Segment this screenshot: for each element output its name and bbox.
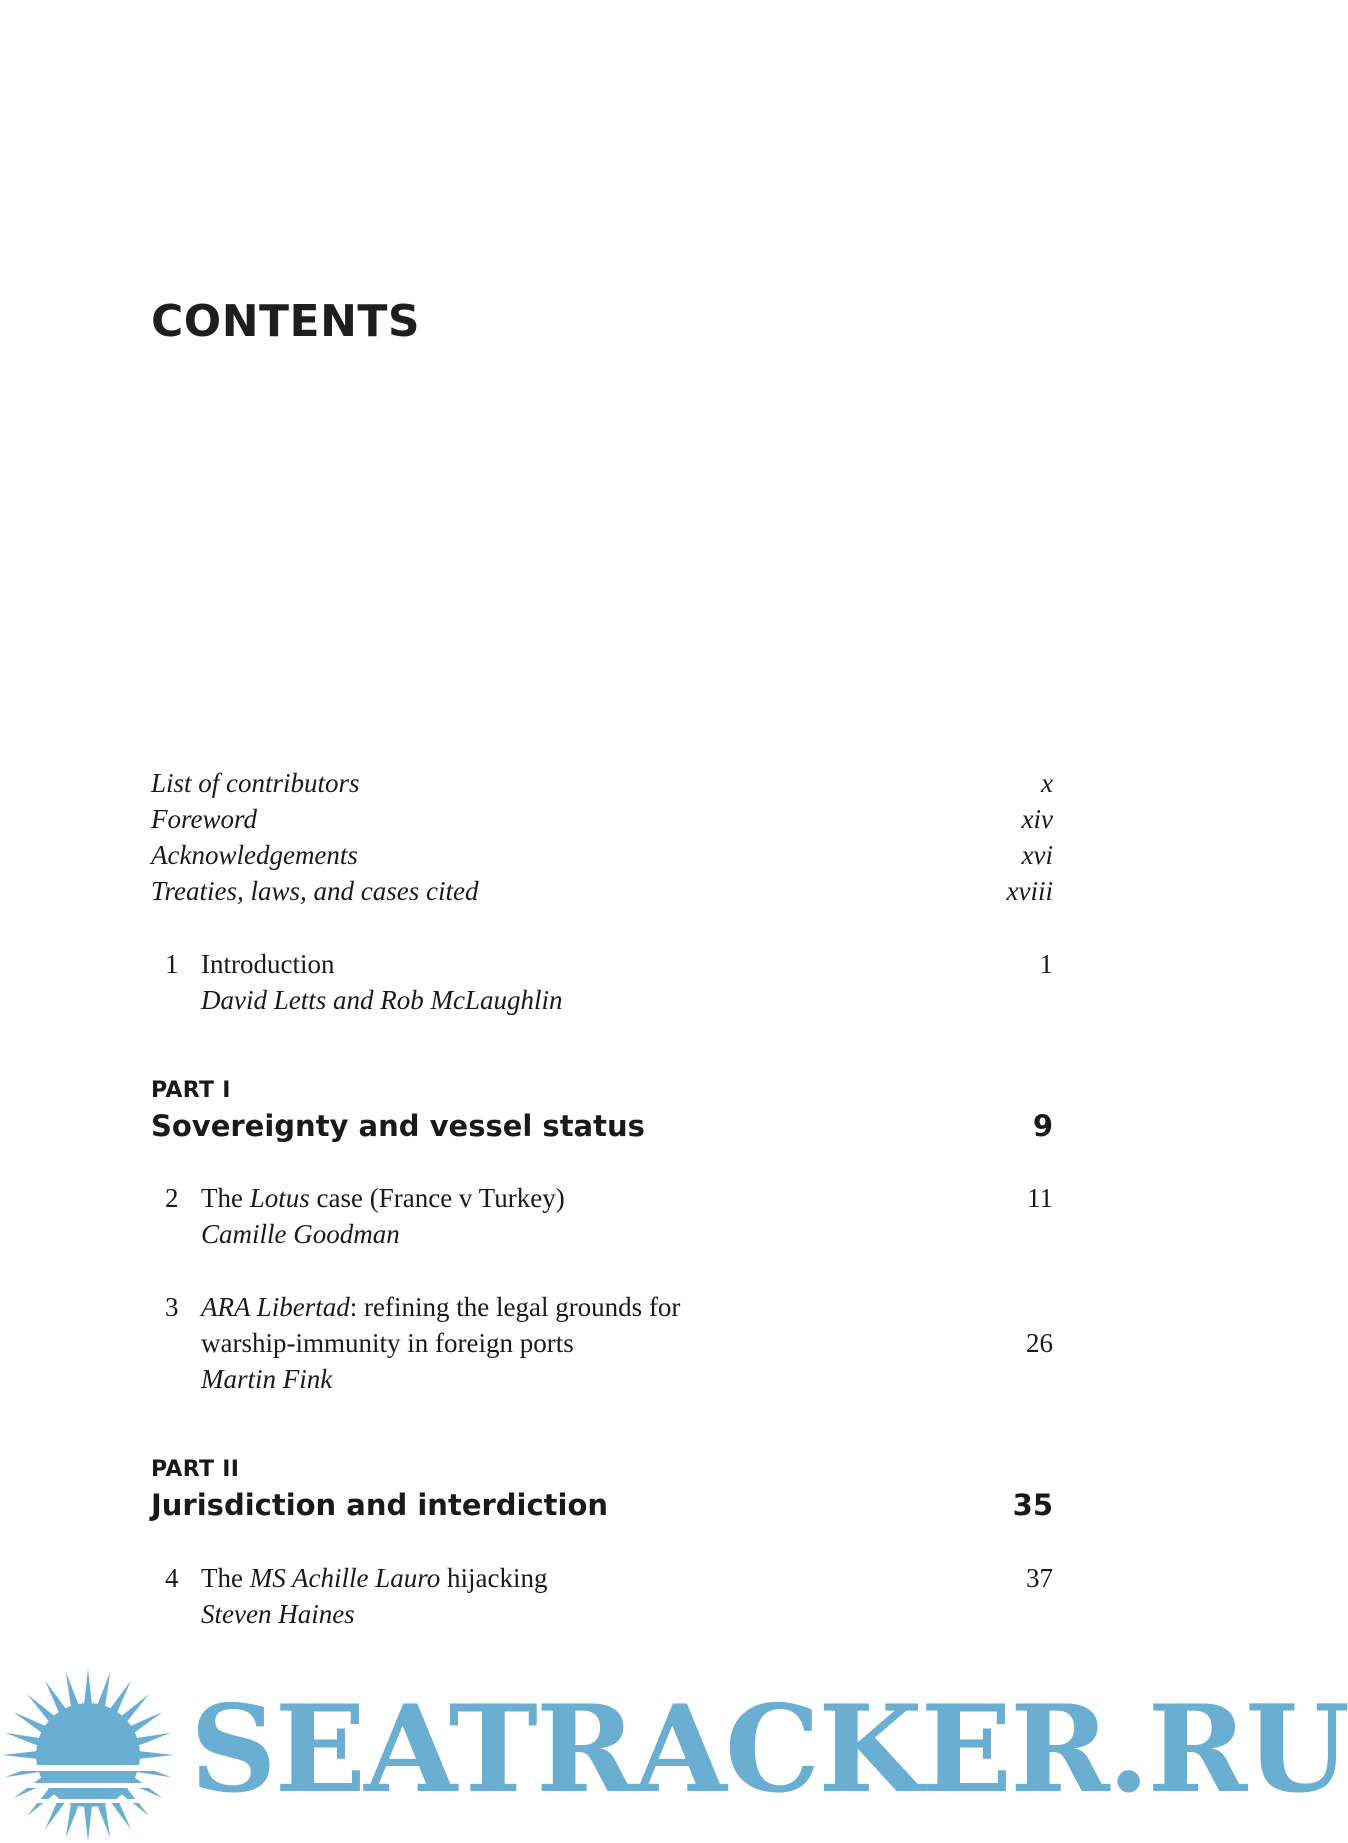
toc-entry-label: List of contributors [151,768,360,798]
sun-ray [5,1733,43,1747]
toc-chapter-1-author-row [151,980,1053,1020]
toc-entry-label: Foreword [151,804,257,834]
part-label: PART II [151,1457,240,1482]
chapter-number: 2 [165,1183,179,1213]
chapter-title-line2: warship-immunity in foreign ports [201,1328,574,1358]
toc-entry-label: Treaties, laws, and cases cited [151,876,479,906]
chapter-number: 4 [165,1563,179,1593]
sun-ray [27,1694,57,1724]
toc-entry-page: xvi [1021,840,1053,870]
chapter-number: 3 [165,1292,179,1322]
toc-entry-page: x [1041,768,1053,798]
toc-chapter-3[interactable] [151,1287,1053,1327]
sun-icon [2,1669,174,1841]
sun-ray [84,1669,93,1707]
sun-ray [108,1681,131,1716]
toc-entry-page: xviii [1006,876,1053,906]
sun-ray [136,1751,174,1760]
chapter-title-text: case (France v Turkey) [309,1183,565,1213]
chapter-title: Introduction [201,949,335,979]
toc-entry-acknowledgements[interactable] [151,835,1053,875]
sun-ray [66,1672,80,1710]
chapter-author: Steven Haines [201,1599,355,1629]
sun-ray [84,1803,93,1841]
chapter-author: Camille Goodman [201,1219,400,1249]
chapter-title-italic: Lotus [249,1183,310,1213]
chapter-title [201,1287,680,1327]
toc-chapter-1[interactable] [151,944,1053,984]
sun-ray [2,1751,40,1760]
chapter-title-text: The [201,1183,250,1213]
chapter-page: 37 [1026,1563,1053,1593]
toc-chapter-2[interactable] [151,1178,1053,1218]
sun-ray [96,1800,110,1838]
part-label: PART I [151,1078,231,1103]
toc-entry-page: xiv [1021,804,1053,834]
toc-part-2[interactable] [151,1485,1053,1525]
chapter-author: Martin Fink [201,1364,333,1394]
toc-entry-contributors[interactable] [151,763,1053,803]
toc-chapter-4-author-row [151,1594,1053,1634]
part-title: Sovereignty and vessel status [151,1109,645,1143]
chapter-title-italic: ARA Libertad [201,1292,350,1322]
sun-ray [119,1694,149,1724]
sun-ray [14,1712,49,1735]
chapter-author: David Letts and Rob McLaughlin [201,985,563,1015]
toc-entry-foreword[interactable] [151,799,1053,839]
chapter-title-text: : refining the legal grounds for [349,1292,681,1322]
toc-entry-treaties[interactable] [151,871,1053,911]
chapter-title-italic: MS Achille Lauro [249,1563,441,1593]
sun-ray [133,1733,171,1747]
chapter-title-text: The [201,1563,250,1593]
chapter-page: 26 [1026,1328,1053,1358]
watermark-text: SEATRACKER.RU [190,1679,1348,1820]
chapter-title [201,1558,547,1598]
toc-chapter-4[interactable] [151,1558,1053,1598]
page-title: CONTENTS [151,296,421,347]
chapter-page: 11 [1027,1183,1053,1213]
toc-part-1[interactable] [151,1106,1053,1146]
chapter-title [201,1178,565,1218]
toc-chapter-2-author-row [151,1214,1053,1254]
sun-ray [127,1712,162,1735]
toc-chapter-3-author-row [151,1359,1053,1399]
part-page: 9 [1032,1109,1053,1143]
sun-ray [45,1681,68,1716]
chapter-page: 1 [1039,949,1053,979]
sun-ray [66,1800,80,1838]
part-page: 35 [1012,1488,1053,1522]
toc-entry-label: Acknowledgements [151,840,358,870]
toc-chapter-3-line2[interactable] [151,1323,1053,1363]
sun-ray [96,1672,110,1710]
chapter-title-text: hijacking [440,1563,548,1593]
chapter-number: 1 [165,949,179,979]
part-title: Jurisdiction and interdiction [151,1488,609,1522]
